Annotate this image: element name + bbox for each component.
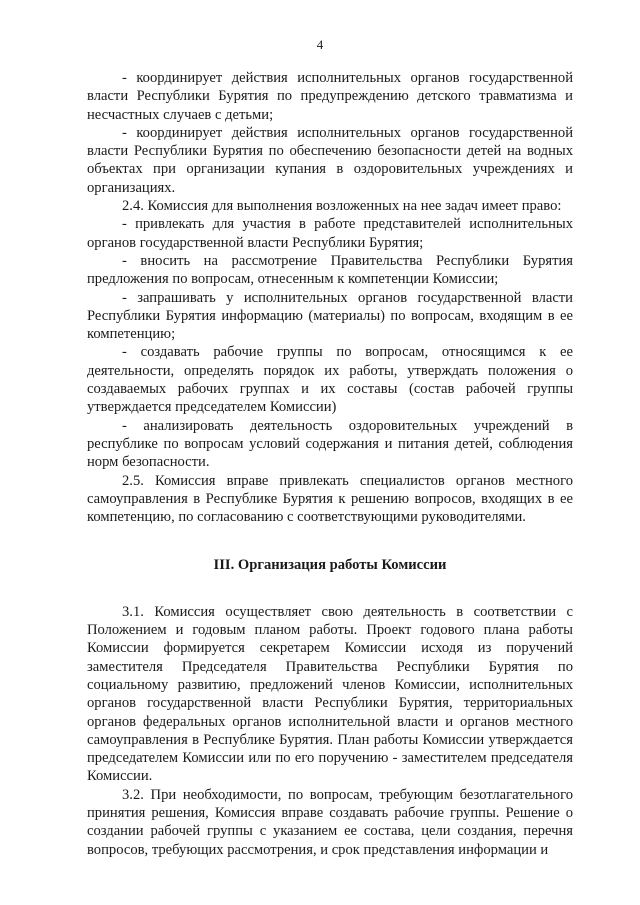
clause-2-4: 2.4. Комиссия для выполнения возложенных на нее задач имеет право:	[122, 198, 562, 215]
bullet-analyze-institutions: - анализировать деятельность оздоровительных учреждений в республике по вопросам условий содержания и питания детей, соблюдения норм безопасности.	[87, 417, 573, 471]
document-body	[87, 69, 573, 859]
bullet-create-working-groups: - создавать рабочие группы по вопросам, относящимся к ее деятельности, определять порядок их работы, утверждать положения о создаваемых рабочих группах и их составы (состав рабочей группы утверждается председателем Комиссии)	[87, 344, 573, 416]
bullet-involve-representatives: - привлекать для участия в работе представителей исполнительных органов государственной власти Республики Бурятия;	[87, 216, 573, 251]
section-heading: III. Организация работы Комиссии	[213, 557, 447, 574]
clause-3-2: 3.2. При необходимости, по вопросам, требующим безотлагательного принятия решения, Комиссия вправе создавать рабочие группы. Решение о создании рабочей группы с указанием ее состава, цели создания, перечня вопросов, требующих рассмотрения, и срок представления информации и	[87, 786, 573, 858]
bullet-submit-proposals: - вносить на рассмотрение Правительства Республики Бурятия предложения по вопросам, отнесенным к компетенции Комиссии;	[87, 252, 573, 288]
spacer	[87, 575, 573, 603]
spacer	[87, 526, 573, 556]
page-number: 4	[316, 37, 324, 52]
bullet-coordinate-injury: - координирует действия исполнительных органов государственной власти Республики Бурятия по предупреждению детского травматизма и несчастных случаев с детьми;	[87, 70, 573, 123]
clause-3-1: 3.1. Комиссия осуществляет свою деятельность в соответствии с Положением и годовым планом работы. Проект годового плана работы Комиссии формируется секретарем Комиссии исходя из поручений заместителя Председателя Правительства Республики Бурятия по социальному развитию, предложений членов Комиссии, исполнительных органов государственной власти Республики Бурятия, территориальных органов федеральных органов исполнительной власти и органов местного самоуправления в Республике Бурятия. План работы Комиссии утверждается председателем Комиссии или по его поручению - заместителем председателя Комиссии.	[87, 603, 573, 785]
bullet-coordinate-water-safety: - координирует действия исполнительных органов государственной власти Республики Бурятия по обеспечению безопасности детей на водных объектах при организации купания в оздоровительных учреждениях и организациях.	[87, 124, 573, 196]
bullet-request-information: - запрашивать у исполнительных органов государственной власти Республики Бурятия информацию (материалы) по вопросам, входящим в ее компетенцию;	[87, 289, 573, 343]
clause-2-5: 2.5. Комиссия вправе привлекать специалистов органов местного самоуправления в Республике Бурятия к решению вопросов, входящих в ее компетенцию, по согласованию с соответствующими руководителями.	[87, 472, 573, 526]
